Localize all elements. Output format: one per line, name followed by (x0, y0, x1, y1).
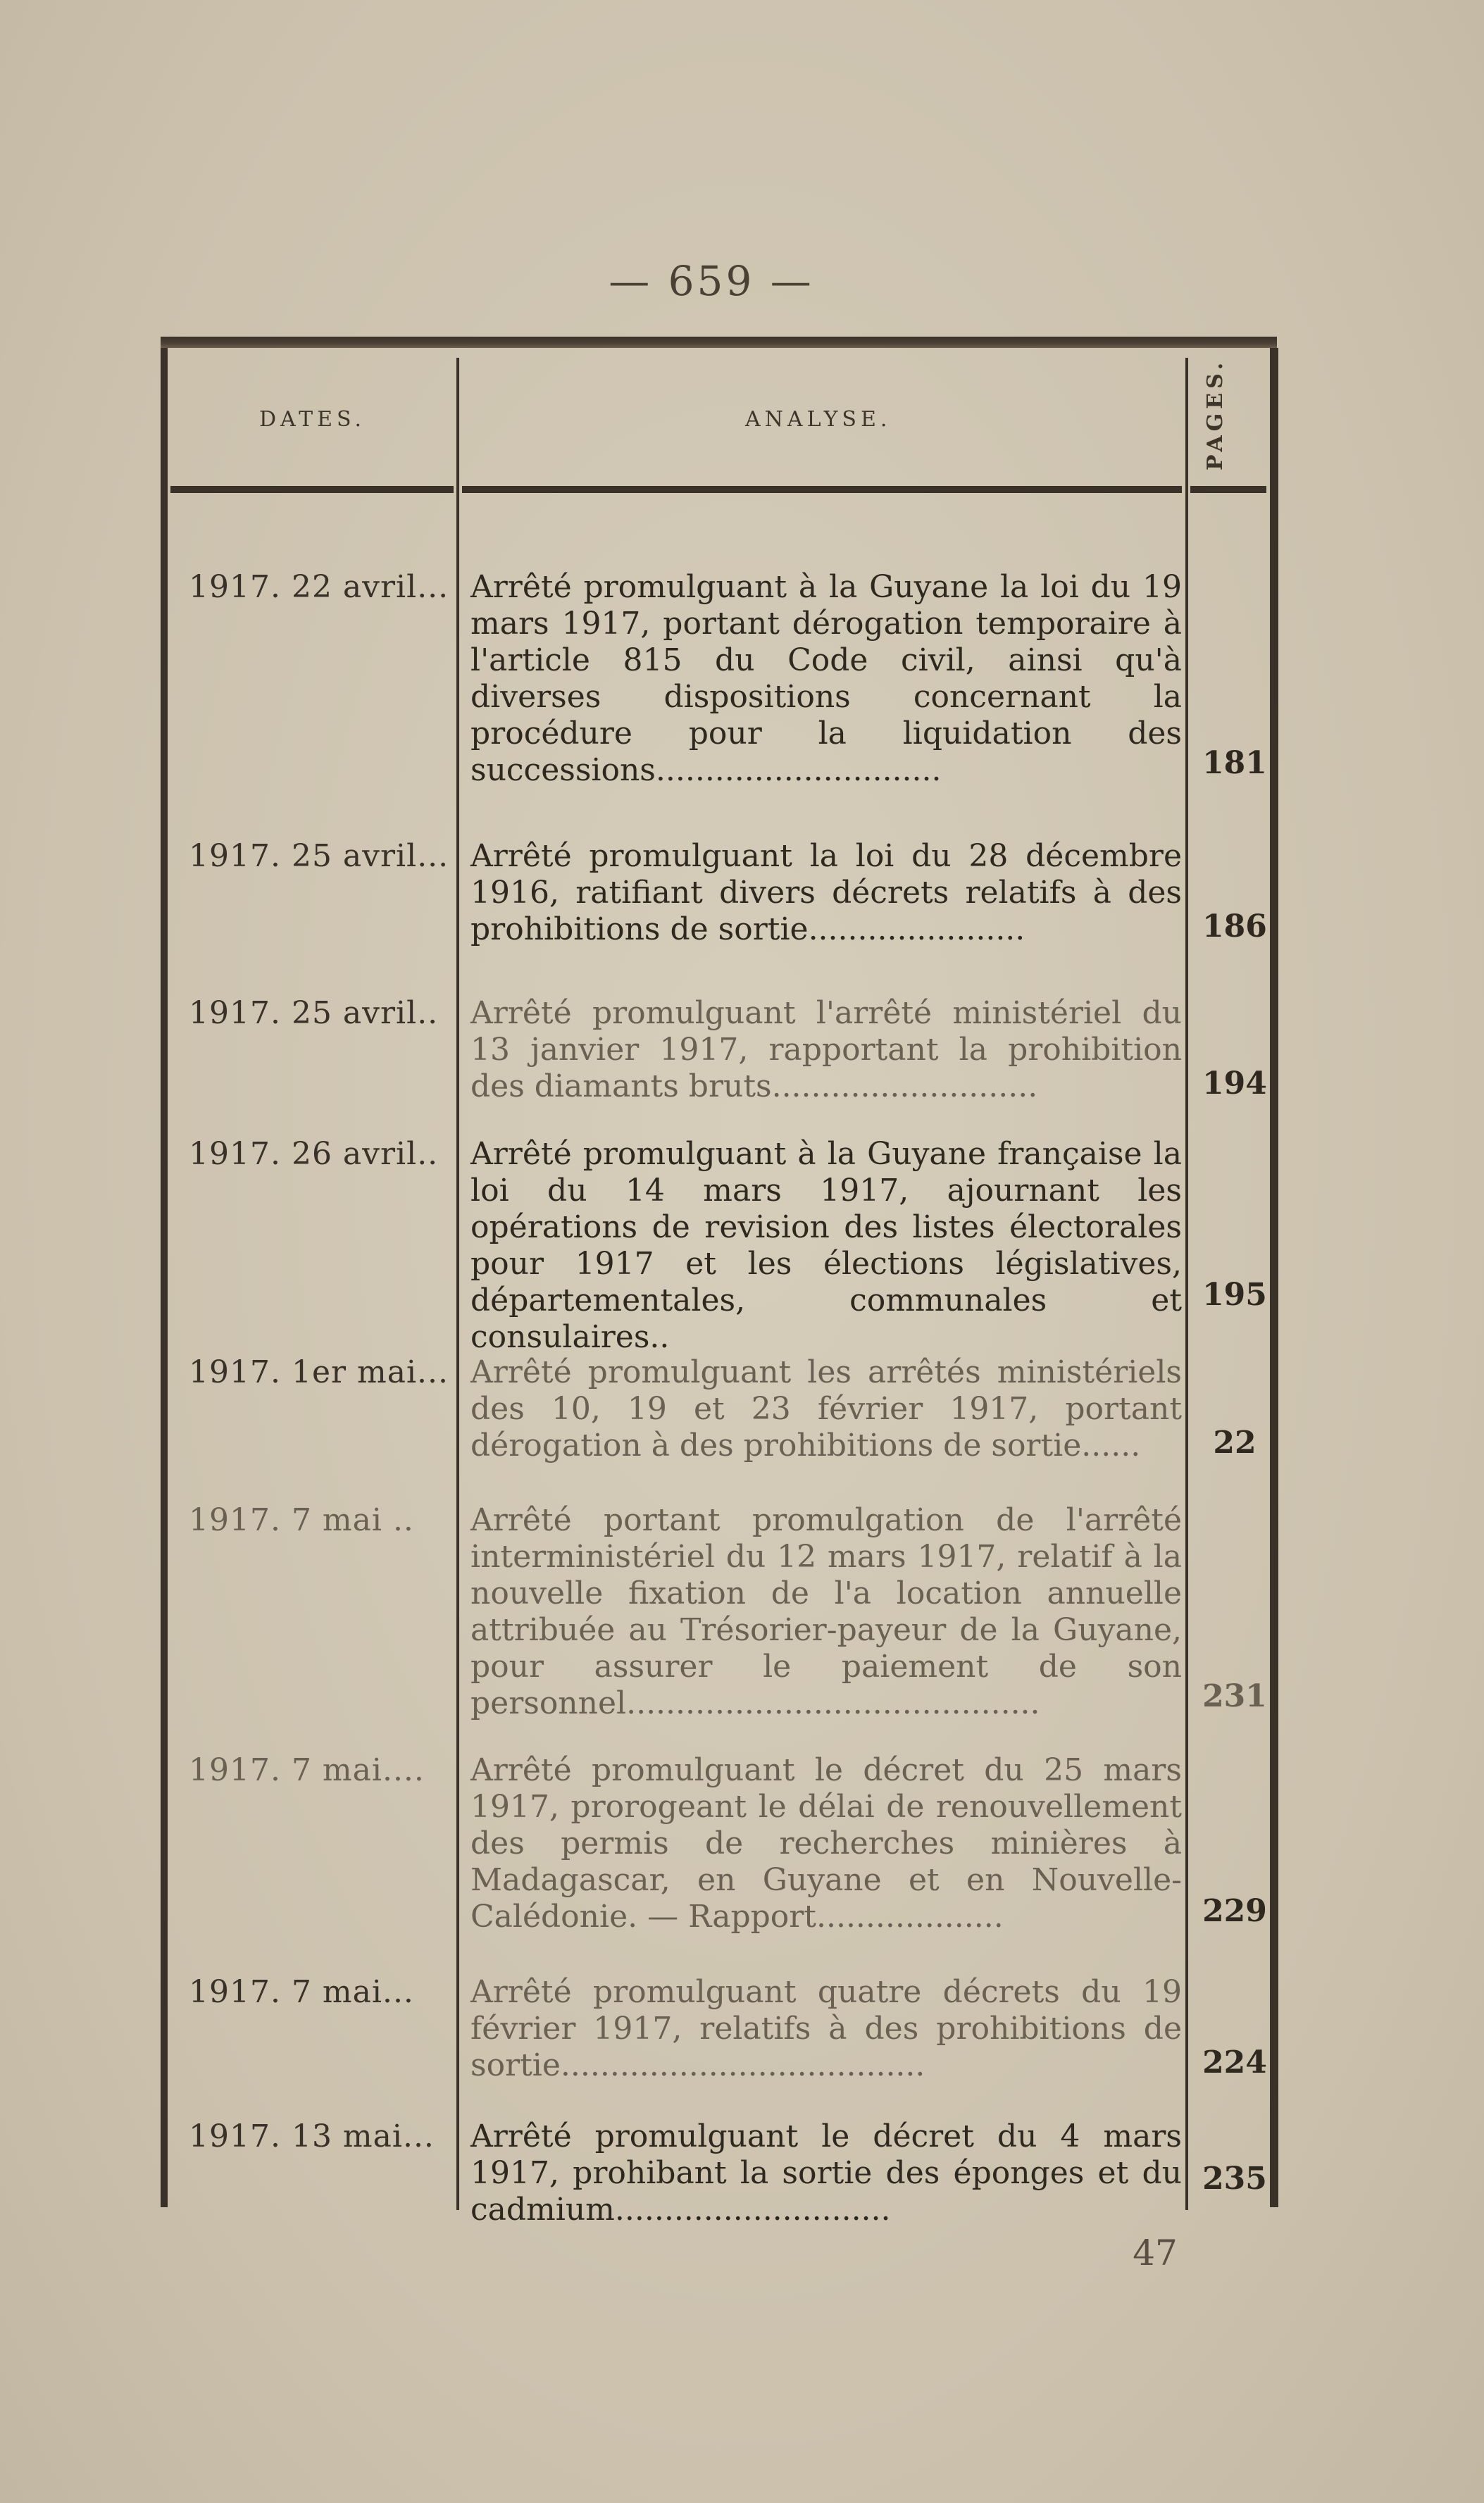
column-divider-dates (456, 358, 459, 2210)
entry-page: 186 (1202, 909, 1267, 944)
header-rule-dates (170, 486, 454, 493)
entry-analyse: Arrêté promulguant le décret du 25 mars 1917, prorogeant le délai de renouvellement des permis de recherches minières à Madagascar, en Guyane et en Nouvelle-Calédonie. — Rapport................... (470, 1752, 1182, 1935)
entry-page: 181 (1202, 745, 1267, 781)
header-rule-pages (1190, 486, 1266, 493)
entry-analyse: Arrêté promulguant l'arrêté ministériel du 13 janvier 1917, rapportant la prohibition des diamants bruts........................... (470, 995, 1182, 1104)
table-right-border (1270, 348, 1278, 2207)
entry-date: 1917. 25 avril.. (189, 995, 439, 1031)
header-rule-analyse (462, 486, 1182, 493)
entry-page: 235 (1202, 2161, 1267, 2197)
table-left-border (161, 348, 168, 2207)
entry-date: 1917. 7 mai .. (189, 1502, 414, 1538)
entry-analyse: Arrêté promulguant à la Guyane la loi du 19 mars 1917, portant dérogation temporaire à l'article 815 du Code civil, ainsi qu'à diverses dispositions concernant la procédure pour la liquidation des successions............................. (470, 569, 1182, 788)
table-top-rule (161, 337, 1277, 348)
entry-page: 231 (1202, 1678, 1267, 1714)
entry-analyse: Arrêté promulguant la loi du 28 décembre 1916, ratifiant divers décrets relatifs à des prohibitions de sortie...................... (470, 838, 1182, 947)
entry-page: 22 (1213, 1425, 1257, 1461)
entry-date: 1917. 7 mai... (189, 1974, 414, 2010)
entry-analyse: Arrêté promulguant quatre décrets du 19 février 1917, relatifs à des prohibitions de sortie..................................... (470, 1974, 1182, 2083)
entry-analyse: Arrêté portant promulgation de l'arrêté interministériel du 12 mars 1917, relatif à la nouvelle fixation de l'a location annuelle attribuée au Trésorier-payeur de la Guyane, pour assurer le paiement de son personnel.......................................... (470, 1502, 1182, 1721)
entry-date: 1917. 25 avril... (189, 838, 449, 874)
entry-analyse: Arrêté promulguant à la Guyane française la loi du 14 mars 1917, ajournant les opérations de revision des listes électorales pour 1917 et les élections législatives, départementales, communales et consulaires.. (470, 1136, 1182, 1355)
page-number: — 659 — (609, 257, 814, 305)
header-pages: PAGES. (1203, 358, 1228, 470)
entry-date: 1917. 22 avril... (189, 569, 449, 605)
header-analyse: ANALYSE. (745, 407, 892, 432)
entry-page: 229 (1202, 1893, 1267, 1929)
entry-date: 1917. 13 mai... (189, 2118, 435, 2154)
entry-page: 194 (1202, 1066, 1267, 1101)
entry-analyse: Arrêté promulguant le décret du 4 mars 1917, prohibant la sortie des éponges et du cadmium............................ (470, 2118, 1182, 2228)
header-dates: DATES. (259, 407, 366, 432)
entry-date: 1917. 26 avril.. (189, 1136, 439, 1172)
entry-analyse: Arrêté promulguant les arrêtés ministériels des 10, 19 et 23 février 1917, portant dérogation à des prohibitions de sortie...... (470, 1354, 1182, 1463)
signature-mark: 47 (1133, 2233, 1178, 2273)
entry-date: 1917. 1er mai... (189, 1354, 449, 1390)
entry-page: 224 (1202, 2045, 1267, 2080)
column-divider-pages (1185, 358, 1188, 2210)
index-table (161, 337, 1277, 2228)
entry-date: 1917. 7 mai.... (189, 1752, 425, 1788)
entry-page: 195 (1202, 1277, 1267, 1313)
